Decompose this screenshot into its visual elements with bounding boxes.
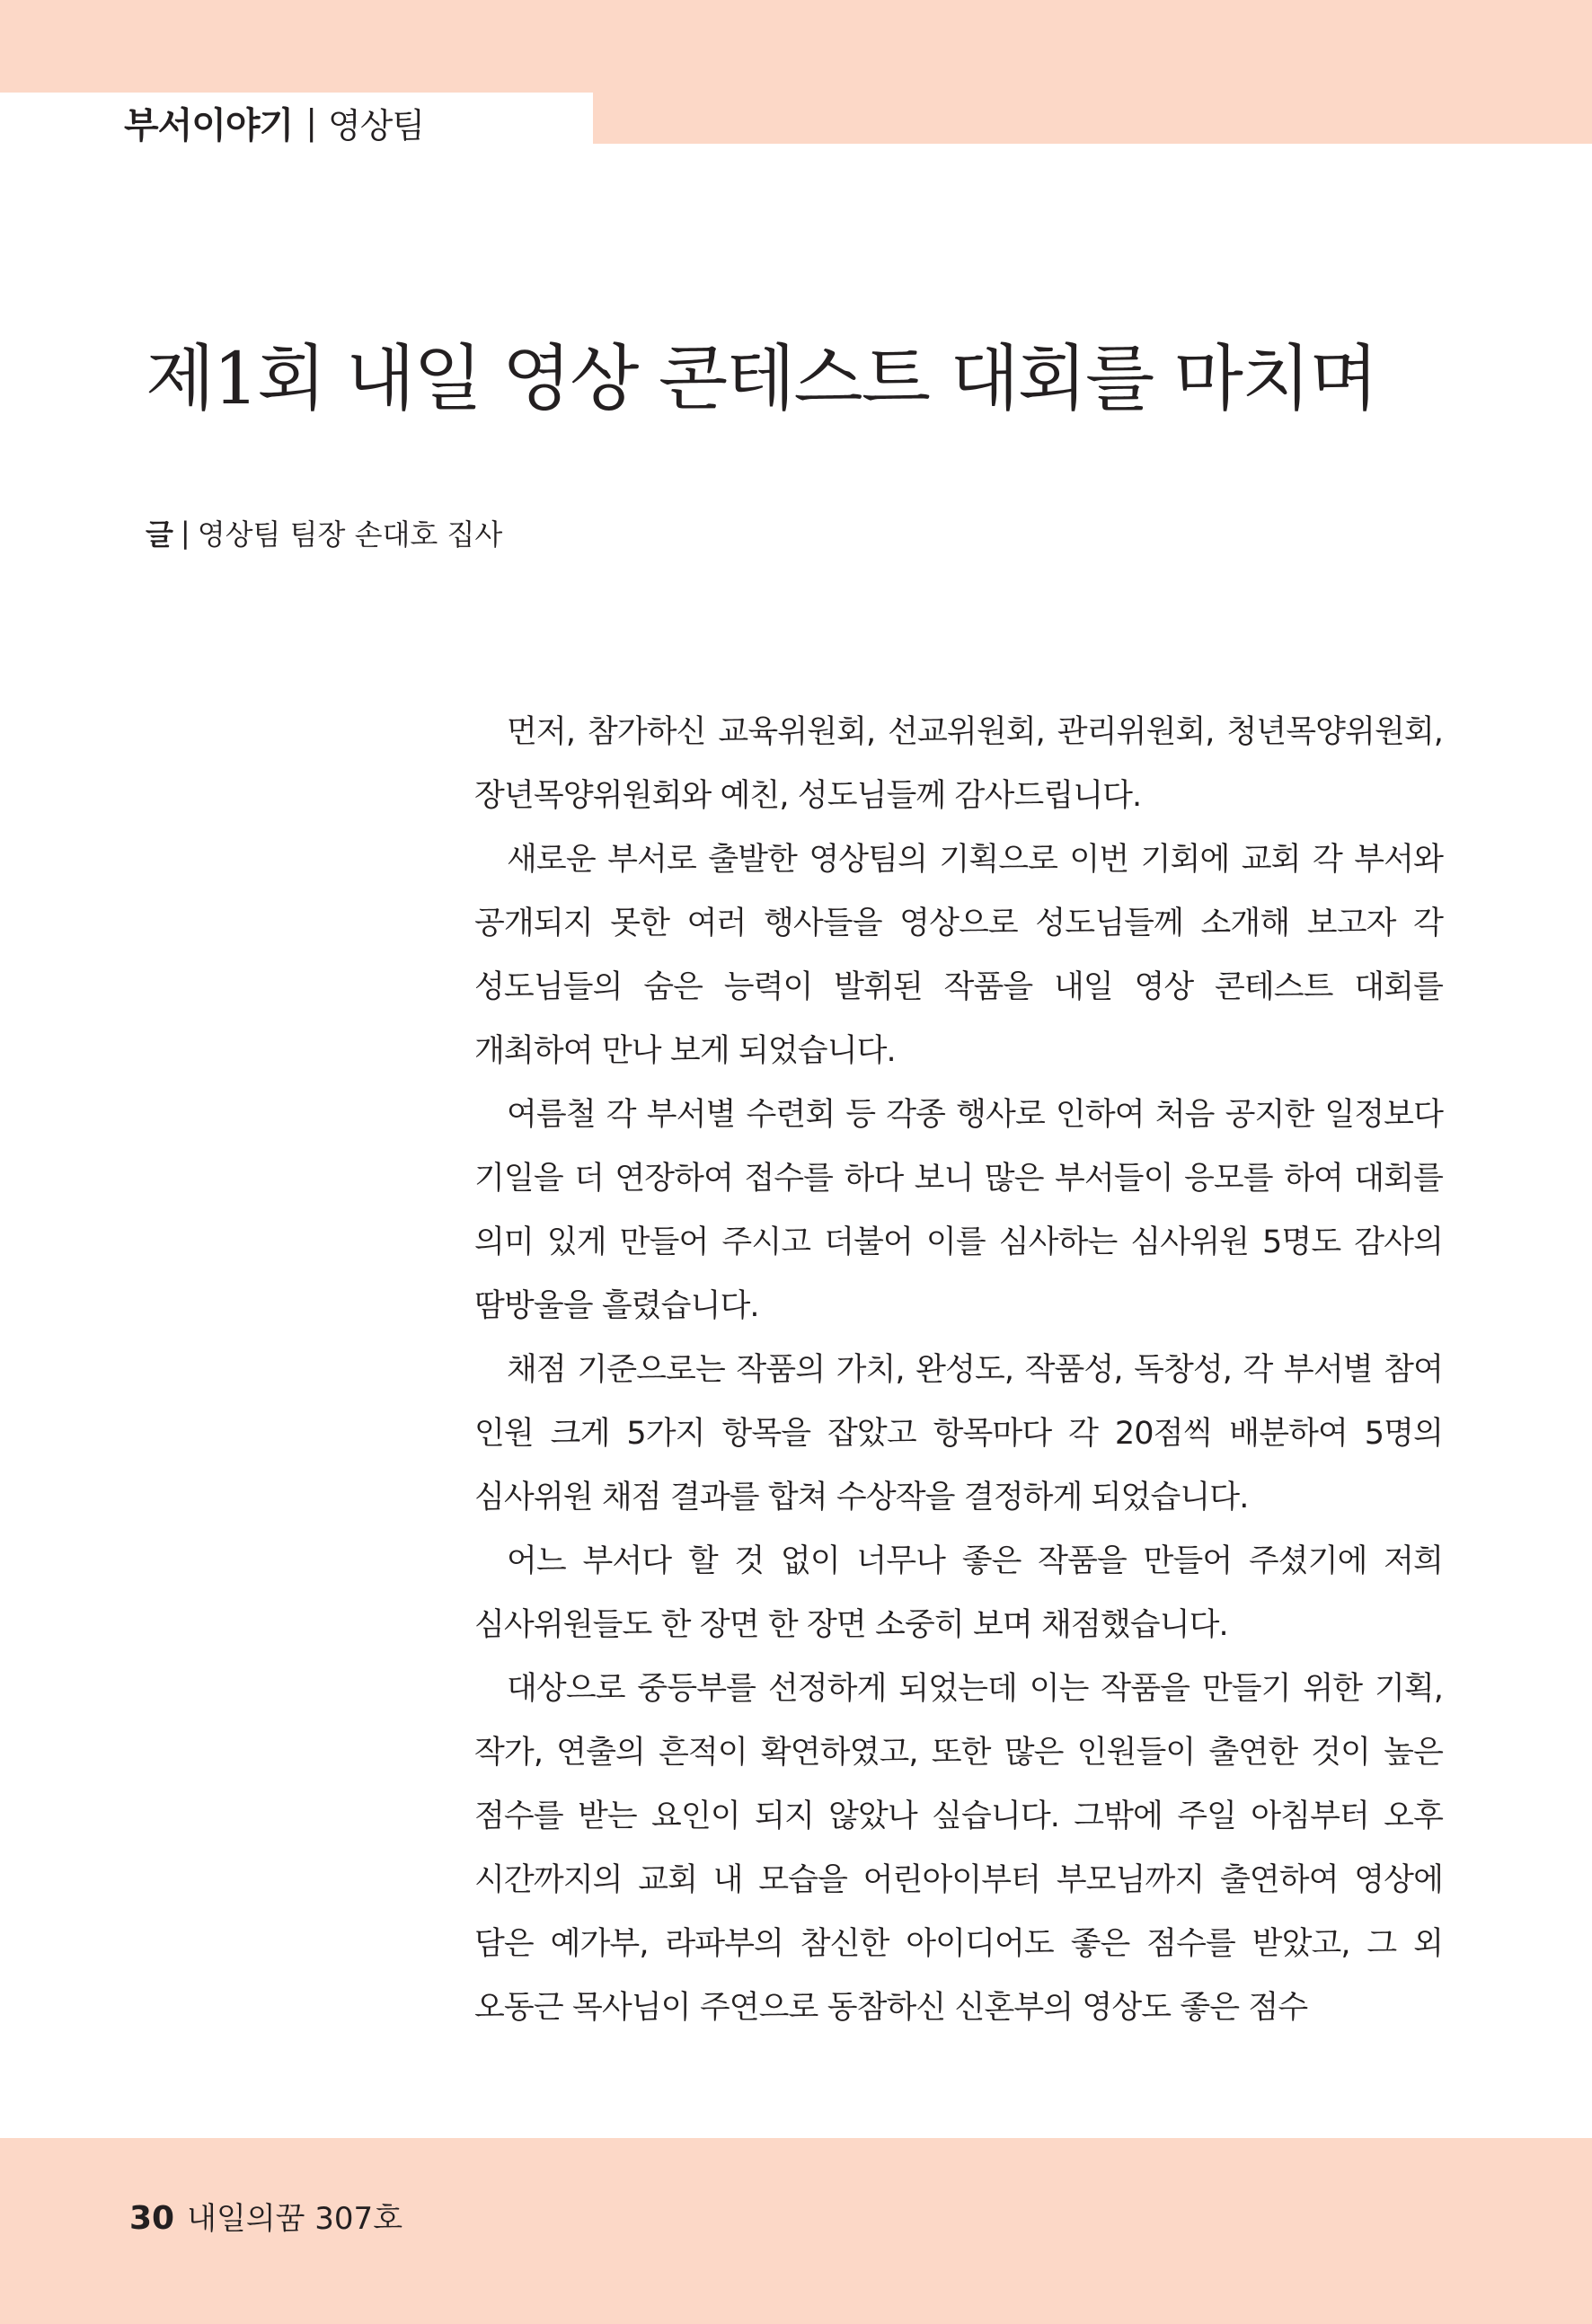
- paragraph: 채점 기준으로는 작품의 가치, 완성도, 작품성, 독창성, 각 부서별 참여 인원 크게 5가지 항목을 잡았고 항목마다 각 20점씩 배분하여 5명의 심사위원 채점 결과를 합쳐 수상작을 결정하게 되었습니다.: [474, 1352, 1443, 1515]
- paragraph: 새로운 부서로 출발한 영상팀의 기획으로 이번 기회에 교회 각 부서와 공개되지 못한 여러 행사들을 영상으로 성도님들께 소개해 보고자 각 성도님들의 숨은 능력이 발휘된 작품을 내일 영상 콘테스트 대회를 개최하여 만나 보게 되었습니다.: [474, 842, 1443, 1069]
- section-name: 부서이야기: [124, 104, 294, 146]
- paragraph: 여름철 각 부서별 수련회 등 각종 행사로 인하여 처음 공지한 일정보다 기일을 더 연장하여 접수를 하다 보니 많은 부서들이 응모를 하여 대회를 의미 있게 만들어 주시고 더불어 이를 심사하는 심사위원 5명도 감사의 땀방울을 흘렸습니다.: [474, 1097, 1443, 1324]
- publication-name: 내일의꿈 307호: [187, 2201, 403, 2237]
- page-footer: [129, 2194, 402, 2238]
- paragraph: 어느 부서다 할 것 없이 너무나 좋은 작품을 만들어 주셨기에 저희 심사위원들도 한 장면 한 장면 소중히 보며 채점했습니다.: [474, 1543, 1443, 1643]
- byline: [146, 512, 502, 553]
- byline-label: 글: [146, 517, 173, 552]
- byline-author: 영상팀 팀장 손대호 집사: [197, 517, 503, 552]
- article-title: 제1회 내일 영상 콘테스트 대회를 마치며: [146, 337, 1377, 420]
- article-body: [474, 701, 1443, 2040]
- byline-separator: |: [180, 516, 190, 550]
- paragraph: 먼저, 참가하신 교육위원회, 선교위원회, 관리위원회, 청년목양위원회, 장년목양위원회와 예친, 성도님들께 감사드립니다.: [474, 714, 1443, 814]
- section-team: 영상팀: [328, 105, 425, 146]
- section-separator: |: [305, 102, 318, 142]
- paragraph: 대상으로 중등부를 선정하게 되었는데 이는 작품을 만들기 위한 기획, 작가, 연출의 흔적이 확연하였고, 또한 많은 인원들이 출연한 것이 높은 점수를 받는 요인이 되지 않았나 싶습니다. 그밖에 주일 아침부터 오후 시간까지의 교회 내 모습을 어린아이부터 부모님까지 출연하여 영상에 담은 예가부, 라파부의 참신한 아이디어도 좋은 점수를 받았고, 그 외 오동근 목사님이 주연으로 동참하신 신혼부의 영상도 좋은 점수: [474, 1671, 1443, 2026]
- page-number: 30: [129, 2200, 175, 2237]
- section-label: [124, 97, 424, 147]
